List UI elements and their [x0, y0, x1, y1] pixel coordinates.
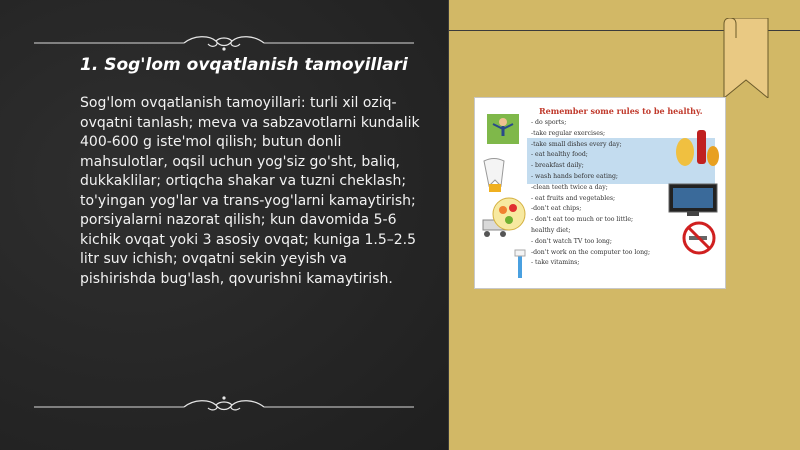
list-item: -don't eat chips;: [531, 205, 582, 213]
list-item: - eat fruits and vegetables;: [531, 194, 616, 202]
list-item: -take regular exercises;: [531, 129, 606, 137]
list-item: - do sports;: [531, 119, 567, 126]
list-item: -don't work on the computer too long;: [531, 248, 651, 256]
list-item: - eat healthy food;: [531, 151, 588, 159]
picture-rules-list: [531, 118, 650, 269]
list-item: -clean teeth twice a day;: [531, 183, 608, 191]
list-item: - take vitamins;: [531, 259, 580, 267]
food-characters-icon: [671, 120, 721, 170]
list-item: - don't watch TV too long;: [531, 237, 612, 245]
panel-divider: [448, 0, 449, 450]
tooth-character-icon: [479, 156, 509, 196]
healthy-rules-picture: [474, 97, 726, 289]
exercise-figure-icon: [483, 110, 523, 150]
ornament-divider-bottom-icon: [34, 393, 414, 413]
ornament-divider-top-icon: [34, 33, 414, 53]
list-item: - breakfast daily;: [531, 162, 584, 170]
toothbrush-icon: [509, 248, 531, 280]
list-item: - wash hands before eating;: [531, 172, 619, 180]
picture-heading: Remember some rules to be healthy.: [539, 106, 703, 116]
list-item: healthy diet;: [531, 226, 571, 234]
list-item: - don't eat too much or too little;: [531, 216, 634, 224]
list-item: -take small dishes every day;: [531, 140, 622, 148]
no-smoking-icon: [681, 220, 717, 256]
bookmark-ribbon-icon: [718, 18, 772, 98]
fruit-plate-icon: [489, 196, 529, 232]
slide-title: 1. Sog'lom ovqatlanish tamoyillari: [80, 55, 408, 75]
television-icon: [667, 182, 719, 218]
slide-body-text: Sog'lom ovqatlanish tamoyillari: turli xil oziq-ovqatni tanlash; meva va sabzavotlarni kundalik 400-600 g iste'mol qilish; butun donli mahsulotlar, oqsil uchun yog'siz go'sht, baliq, dukkaklilar; ortiqcha shakar va tuzni cheklash; to'yingan yog'lar va trans-yog'larni kamaytirish; porsiyalarni nazorat qilish; kun davomida 5-6 kichik ovqat yoki 3 asosiy ovqat; kuniga 1.5–2.5 litr suv ichish; ovqatni sekin yeyish va pishirishda bug'lash, qovurishni kamaytirish.: [80, 95, 420, 287]
